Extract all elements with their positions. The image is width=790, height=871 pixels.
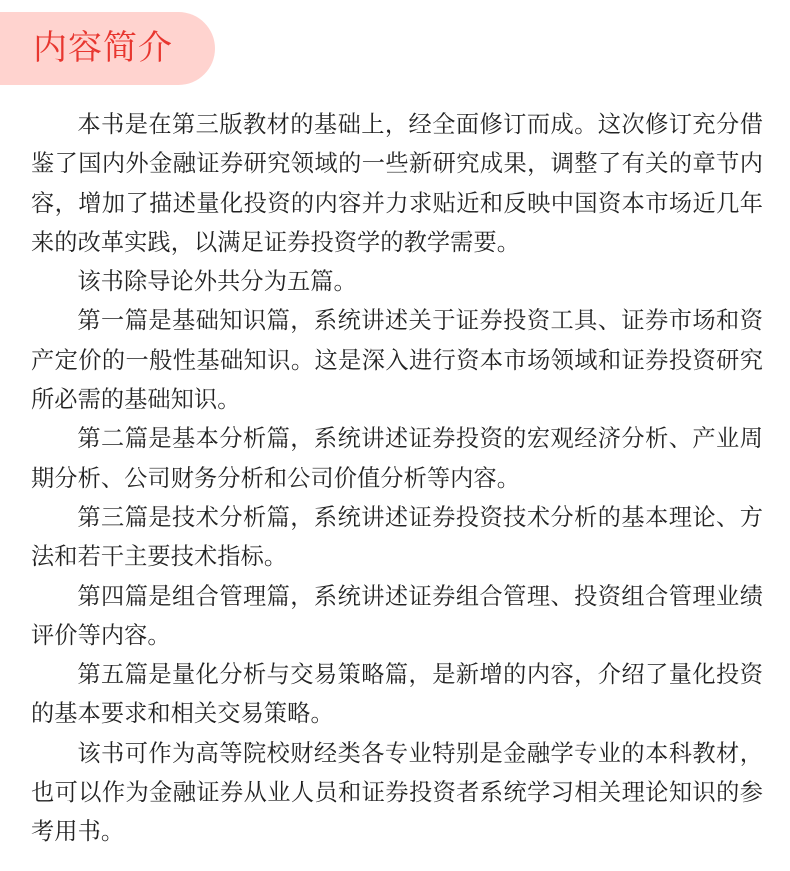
paragraph-part-five: 第五篇是量化分析与交易策略篇，是新增的内容，介绍了量化投资的基本要求和相关交易策略。 (31, 661, 763, 728)
paragraph-revision: 本书是在第三版教材的基础上，经全面修订而成。这次修订充分借鉴了国内外金融证券研究领域的一些新研究成果，调整了有关的章节内容，增加了描述量化投资的内容并力求贴近和反映中国资本市场近几年来的改革实践，以满足证券投资学的教学需要。 (31, 111, 763, 256)
paragraph-part-three: 第三篇是技术分析篇，系统讲述证券投资技术分析的基本理论、方法和若干主要技术指标。 (31, 503, 763, 571)
section-title: 内容简介 (33, 28, 173, 68)
paragraph-part-one: 第一篇是基础知识篇，系统讲述关于证券投资工具、证券市场和资产定价的一般性基础知识。这是深入进行资本市场领域和证券投资研究所必需的基础知识。 (31, 307, 763, 414)
paragraph-part-four: 第四篇是组合管理篇，系统讲述证券组合管理、投资组合管理业绩评价等内容。 (31, 582, 763, 649)
paragraph-structure: 该书除导论外共分为五篇。 (77, 268, 357, 296)
book-description (31, 105, 763, 852)
paragraph-audience: 该书可作为高等院校财经类各专业特别是金融学专业的本科教材，也可以作为金融证券从业人员和证券投资者系统学习相关理论知识的参考用书。 (31, 739, 763, 846)
paragraph-part-two: 第二篇是基本分析篇，系统讲述证券投资的宏观经济分析、产业周期分析、公司财务分析和公司价值分析等内容。 (31, 425, 763, 492)
